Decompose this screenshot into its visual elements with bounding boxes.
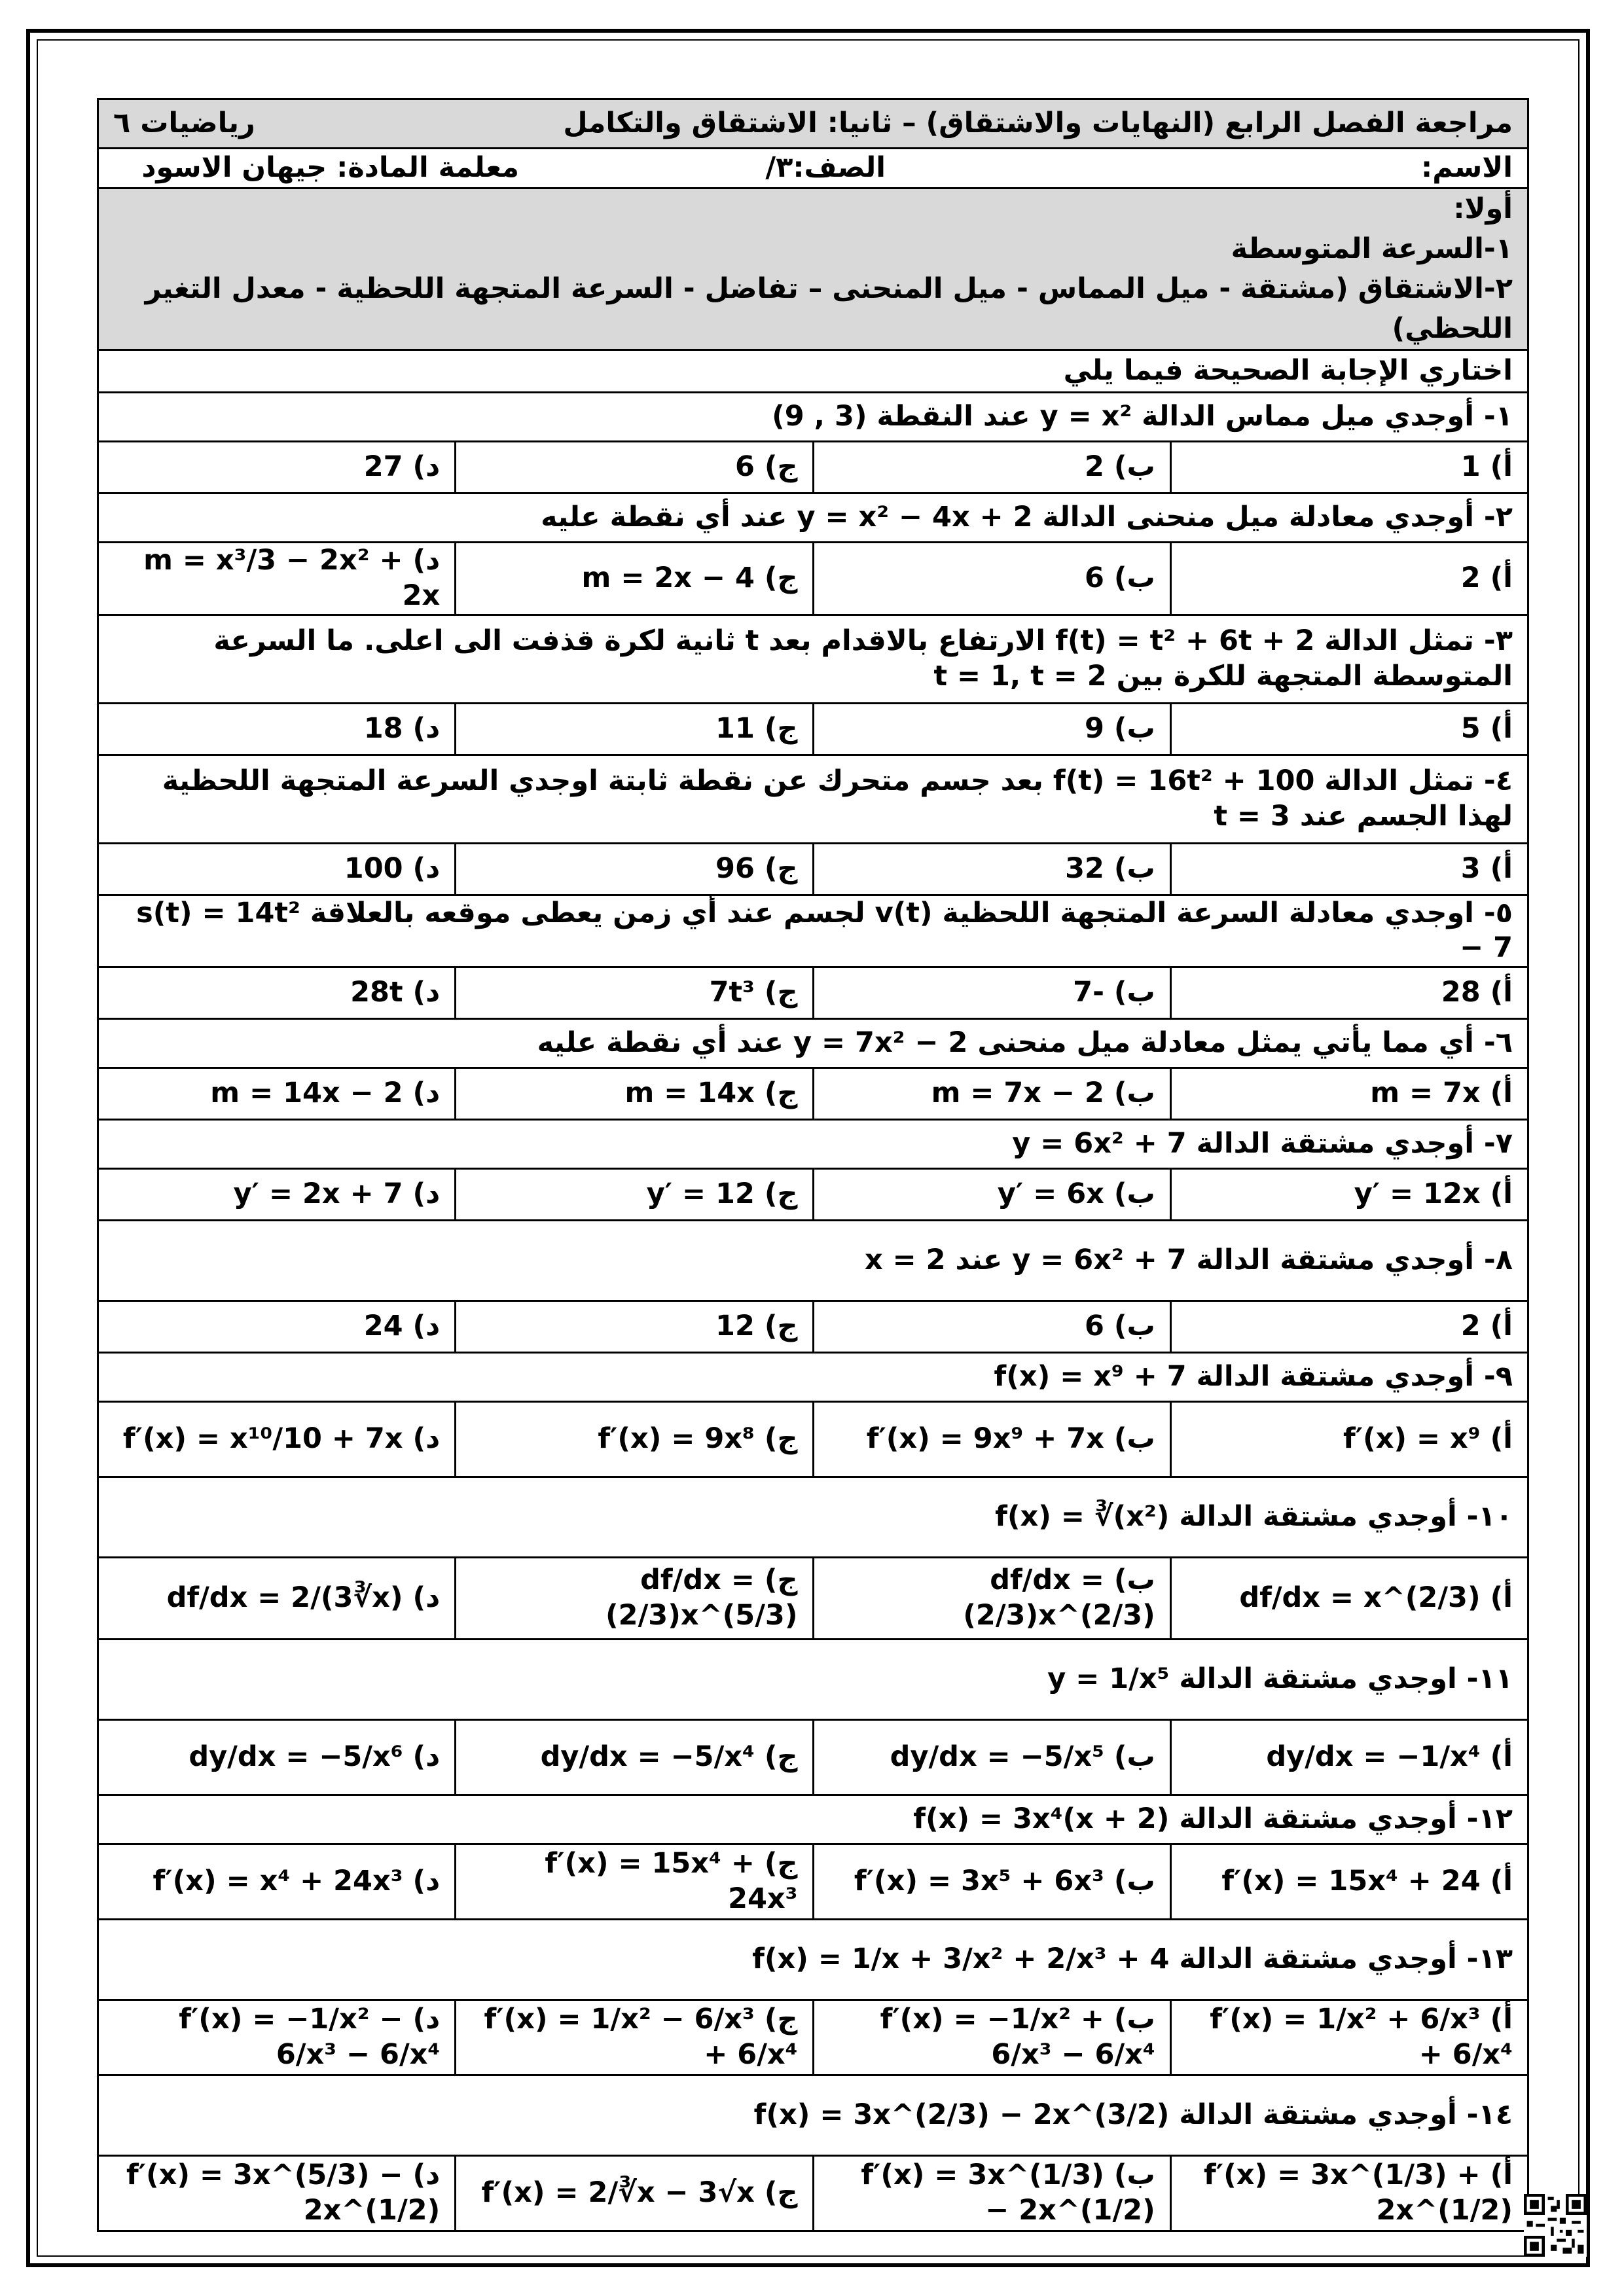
answer-option[interactable]: ج) 6 [456,442,813,493]
section-heading: أولا: [1453,192,1513,225]
worksheet-title: مراجعة الفصل الرابع (النهايات والاشتقاق) – ثانيا: الاشتقاق والتكامل [563,107,1513,140]
answer-option[interactable]: أ) f′(x) = 1/x² + 6/x³ + 6/x⁴ [1170,2000,1528,2075]
answer-option[interactable]: ب) y′ = 6x [813,1169,1170,1221]
options-row [98,2000,1528,2075]
answer-option[interactable]: أ) f′(x) = 3x^(1/3) + 2x^(1/2) [1170,2156,1528,2231]
answer-option[interactable]: أ) 1 [1170,442,1528,493]
answer-option[interactable]: أ) y′ = 12x [1170,1169,1528,1221]
answer-option[interactable]: ج) 96 [456,843,813,895]
answer-option[interactable]: ج) 11 [456,703,813,755]
answer-option[interactable]: د) f′(x) = x⁴ + 24x³ [98,1844,456,1920]
answer-option[interactable]: ب) 32 [813,843,1170,895]
answer-option[interactable]: ب) 6 [813,1301,1170,1353]
answer-option[interactable]: ب) f′(x) = −1/x² + 6/x³ − 6/x⁴ [813,2000,1170,2075]
question-text: ٦- أي مما يأتي يمثل معادلة ميل منحنى y = 7x² − 2 عند أي نقطة عليه [98,1019,1528,1068]
options-row [98,442,1528,493]
answer-option[interactable]: ب) dy/dx = −5/x⁵ [813,1720,1170,1795]
answer-option[interactable]: أ) f′(x) = x⁹ [1170,1402,1528,1477]
options-row [98,1301,1528,1353]
question-row [98,1640,1528,1720]
answer-option[interactable]: ب) -7 [813,967,1170,1019]
options-row [98,1844,1528,1920]
info-row [98,149,1528,188]
topic-average-speed: ١-السرعة المتوسطة [1231,232,1513,266]
instruction-row [98,350,1528,393]
question-text: ٤- تمثل الدالة f(t) = 16t² + 100 بعد جسم متحرك عن نقطة ثابتة اوجدي السرعة المتجهة اللحظية لهذا الجسم عند t = 3 [98,755,1528,843]
options-row [98,543,1528,615]
question-row [98,895,1528,967]
question-text: ٢- أوجدي معادلة ميل منحنى الدالة y = x² − 4x + 2 عند أي نقطة عليه [98,493,1528,543]
worksheet-table [97,98,1529,2232]
answer-option[interactable]: ج) f′(x) = 2/∛x − 3√x [456,2156,813,2231]
options-row [98,1402,1528,1477]
answer-option[interactable]: د) 28t [98,967,456,1019]
options-row [98,703,1528,755]
question-row [98,1353,1528,1402]
answer-option[interactable]: د) dy/dx = −5/x⁶ [98,1720,456,1795]
question-row [98,493,1528,543]
answer-option[interactable]: ب) 9 [813,703,1170,755]
answer-option[interactable]: ب) 6 [813,543,1170,615]
question-row [98,1920,1528,2000]
question-text: ٧- أوجدي مشتقة الدالة y = 6x² + 7 [98,1120,1528,1169]
answer-option[interactable]: د) f′(x) = −1/x² − 6/x³ − 6/x⁴ [98,2000,456,2075]
answer-option[interactable]: د) f′(x) = x¹⁰/10 + 7x [98,1402,456,1477]
answer-option[interactable]: ج) f′(x) = 1/x² − 6/x³ + 6/x⁴ [456,2000,813,2075]
answer-option[interactable]: د) f′(x) = 3x^(5/3) − 2x^(1/2) [98,2156,456,2231]
question-text: ١- أوجدي ميل مماس الدالة y = x² عند النقطة (3 , 9) [98,393,1528,442]
teacher-info [113,151,519,186]
class-field-label: الصف:٣/ [765,151,886,185]
options-row [98,1068,1528,1120]
answer-option[interactable]: ج) m = 2x − 4 [456,543,813,615]
question-text: ١٠- أوجدي مشتقة الدالة f(x) = ∛(x²) [98,1477,1528,1558]
answer-option[interactable]: أ) 2 [1170,1301,1528,1353]
answer-option[interactable]: أ) m = 7x [1170,1068,1528,1120]
question-row [98,2075,1528,2156]
answer-option[interactable]: د) 18 [98,703,456,755]
question-row [98,615,1528,703]
options-row [98,1720,1528,1795]
answer-option[interactable]: د) y′ = 2x + 7 [98,1169,456,1221]
question-row [98,1120,1528,1169]
answer-option[interactable]: ج) 12 [456,1301,813,1353]
answer-option[interactable]: ب) df/dx = (2/3)x^(2/3) [813,1558,1170,1640]
intro-section [98,188,1528,350]
answer-option[interactable]: ب) f′(x) = 9x⁹ + 7x [813,1402,1170,1477]
options-row [98,1558,1528,1640]
subject-label: رياضيات ٦ [113,107,255,140]
answer-option[interactable]: ب) f′(x) = 3x^(1/3) − 2x^(1/2) [813,2156,1170,2231]
teacher-name: جيهان الاسود [141,151,327,185]
answer-option[interactable]: ج) df/dx = (2/3)x^(5/3) [456,1558,813,1640]
question-text: ١٣- أوجدي مشتقة الدالة f(x) = 1/x + 3/x² + 2/x³ + 4 [98,1920,1528,2000]
question-row [98,1221,1528,1301]
options-row [98,967,1528,1019]
question-text: ٩- أوجدي مشتقة الدالة f(x) = x⁹ + 7 [98,1353,1528,1402]
answer-option[interactable]: ج) y′ = 12 [456,1169,813,1221]
question-row [98,755,1528,843]
answer-option[interactable]: أ) 3 [1170,843,1528,895]
options-row [98,1169,1528,1221]
answer-option[interactable]: ج) m = 14x [456,1068,813,1120]
answer-option[interactable]: د) 100 [98,843,456,895]
name-field-label: الاسم: [1421,151,1513,185]
answer-option[interactable]: أ) dy/dx = −1/x⁴ [1170,1720,1528,1795]
options-row [98,2156,1528,2231]
question-row [98,1477,1528,1558]
question-text: ١٢- أوجدي مشتقة الدالة f(x) = 3x⁴(x + 2) [98,1795,1528,1844]
answer-option[interactable]: أ) df/dx = x^(2/3) [1170,1558,1528,1640]
answer-option[interactable]: ب) m = 7x − 2 [813,1068,1170,1120]
answer-option[interactable]: د) 24 [98,1301,456,1353]
question-text: ٣- تمثل الدالة f(t) = t² + 6t + 2 الارتفاع بالاقدام بعد t ثانية لكرة قذفت الى اعلى. ما السرعة المتوسطة المتجهة للكرة بين t = 1, t = 2 [98,615,1528,703]
options-row [98,843,1528,895]
answer-option[interactable]: د) m = 14x − 2 [98,1068,456,1120]
answer-option[interactable]: ج) 7t³ [456,967,813,1019]
question-text: ٨- أوجدي مشتقة الدالة y = 6x² + 7 عند x = 2 [98,1221,1528,1301]
instruction-text: اختاري الإجابة الصحيحة فيما يلي [98,350,1528,393]
answer-option[interactable]: أ) 5 [1170,703,1528,755]
question-text: ١٤- أوجدي مشتقة الدالة f(x) = 3x^(2/3) − 2x^(3/2) [98,2075,1528,2156]
answer-option[interactable]: أ) 28 [1170,967,1528,1019]
answer-option[interactable]: أ) f′(x) = 15x⁴ + 24 [1170,1844,1528,1920]
question-text: ١١- اوجدي مشتقة الدالة y = 1/x⁵ [98,1640,1528,1720]
answer-option[interactable]: ج) f′(x) = 15x⁴ + 24x³ [456,1844,813,1920]
answer-option[interactable]: ج) dy/dx = −5/x⁴ [456,1720,813,1795]
answer-option[interactable]: د) 27 [98,442,456,493]
answer-option[interactable]: د) df/dx = 2/(3∛x) [98,1558,456,1640]
answer-option[interactable]: ب) 2 [813,442,1170,493]
teacher-label: معلمة المادة: [336,151,519,185]
question-row [98,1795,1528,1844]
question-row [98,1019,1528,1068]
question-text: ٥- اوجدي معادلة السرعة المتجهة اللحظية v(t) لجسم عند أي زمن يعطى موقعه بالعلاقة s(t) = 14t² − 7 [98,895,1528,967]
title-row [98,99,1528,149]
answer-option[interactable]: ج) f′(x) = 9x⁸ [456,1402,813,1477]
questions-list [98,393,1528,2231]
answer-option[interactable]: ب) f′(x) = 3x⁵ + 6x³ [813,1844,1170,1920]
answer-option[interactable]: أ) 2 [1170,543,1528,615]
topic-derivative: ٢-الاشتقاق (مشتقة - ميل المماس - ميل المنحنى – تفاضل - السرعة المتجهة اللحظية - معدل التغير اللحظي) [145,272,1513,346]
answer-option[interactable]: د) m = x³/3 − 2x² + 2x [98,543,456,615]
qr-code [1524,2194,1587,2257]
question-row [98,393,1528,442]
